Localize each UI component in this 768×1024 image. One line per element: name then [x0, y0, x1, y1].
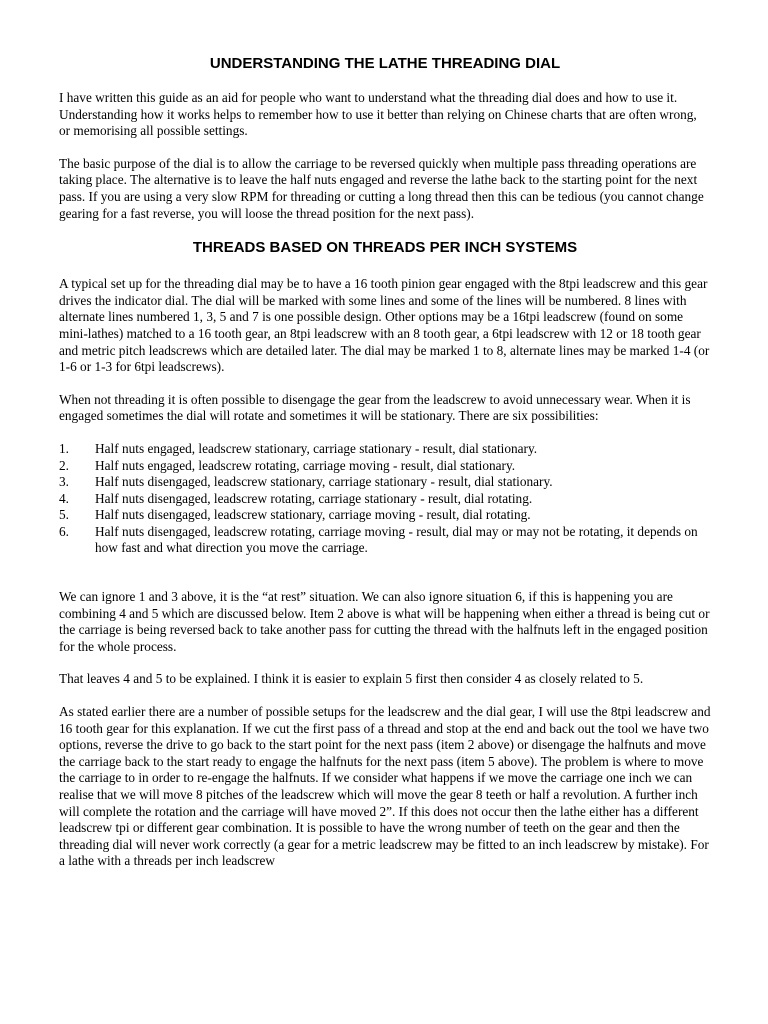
- list-item-text: Half nuts disengaged, leadscrew stationary, carriage moving - result, dial rotating.: [95, 507, 531, 523]
- list-item-text: Half nuts disengaged, leadscrew rotating, carriage stationary - result, dial rotating.: [95, 490, 533, 506]
- list-item: [59, 441, 711, 458]
- list-item-number: 5.: [59, 507, 69, 523]
- list-item: [59, 524, 711, 557]
- intro-paragraph-1: I have written this guide as an aid for people who want to understand what the threading dial does and how to use it. Understanding how it works helps to remember how to use it better than relying on Chinese charts that are often wrong, or memorising all possible settings.: [59, 90, 697, 139]
- list-item-number: 1.: [59, 440, 69, 456]
- closing-paragraph-3: As stated earlier there are a number of possible setups for the leadscrew and the dial gear, I will use the 8tpi leadscrew and 16 tooth gear for this explanation. If we cut the first pass of a thread and stop at the end and back out the tool we have two options, reverse the drive to go back to the start point for the next pass (item 2 above) or disengage the halfnuts and move the carriage back to the start ready to engage the halfnuts for the next pass (item 5 above). The problem is where to move the carriage to in order to re-engage the halfnuts. If we consider what happens if we move the carriage one inch we can realise that we will move 8 pitches of the leadscrew which will move the gear 8 teeth or half a revolution. A further inch will complete the rotation and the carriage will have moved 2”. If this does not occur then the lathe either has a different leadscrew tpi or different gear combination. It is possible to have the wrong number of teeth on the gear and then the threading dial will never work correctly (a gear for a metric leadscrew may be fitted to an inch leadscrew by mistake). For a lathe with a threads per inch leadscrew: [59, 704, 711, 869]
- list-item: [59, 474, 711, 491]
- section-paragraph-1: A typical set up for the threading dial may be to have a 16 tooth pinion gear engaged with the 8tpi leadscrew and this gear drives the indicator dial. The dial will be marked with some lines and some of the lines will be numbered. 8 lines with alternate lines numbered 1, 3, 5 and 7 is one possible design. Other options may be a 16tpi leadscrew (found on some mini-lathes) matched to a 16 tooth gear, an 8tpi leadscrew with an 8 tooth gear, a 6tpi leadscrew with 12 or 18 tooth gear and metric pitch leadscrews which are detailed later. The dial may be marked 1 to 8, alternate lines may be marked 1-4 (or 1-6 or 1-3 for 6tpi leadscrews).: [59, 276, 710, 375]
- intro-paragraph-2: The basic purpose of the dial is to allow the carriage to be reversed quickly when multiple pass threading operations are taking place. The alternative is to leave the half nuts engaged and reverse the lathe back to the starting point for the next pass. If you are using a very slow RPM for threading or cutting a long thread then this can be tedious (you cannot change gearing for a fast reverse, you will loose the thread position for the next pass).: [59, 155, 704, 221]
- list-item: [59, 491, 711, 508]
- list-item: [59, 507, 711, 524]
- closing-paragraph-1: We can ignore 1 and 3 above, it is the “at rest” situation. We can also ignore situation 6, if this is happening you are combining 4 and 5 which are discussed below. Item 2 above is what will be happening when either a thread is being cut or the carriage is being reversed back to take another pass for cutting the thread with the halfnuts left in the engaged position for the whole process.: [59, 589, 710, 654]
- document-title: UNDERSTANDING THE LATHE THREADING DIAL: [209, 55, 561, 72]
- document-page: [59, 54, 711, 886]
- possibilities-list: [59, 441, 711, 557]
- list-item-number: 3.: [59, 474, 69, 490]
- section-heading: THREADS BASED ON THREADS PER INCH SYSTEMS: [192, 239, 578, 257]
- list-item-number: 6.: [59, 523, 69, 539]
- closing-paragraph-2: That leaves 4 and 5 to be explained. I think it is easier to explain 5 first then consider 4 as closely related to 5.: [59, 671, 644, 687]
- list-item-text: Half nuts engaged, leadscrew stationary, carriage stationary - result, dial stationary.: [95, 440, 538, 456]
- list-item-number: 4.: [59, 490, 69, 506]
- list-item-text: Half nuts engaged, leadscrew rotating, carriage moving - result, dial stationary.: [95, 457, 516, 473]
- list-item: [59, 458, 711, 475]
- list-item-text: Half nuts disengaged, leadscrew rotating, carriage moving - result, dial may or may not be rotating, it depends on how fast and what direction you move the carriage.: [95, 523, 698, 556]
- section-paragraph-2: When not threading it is often possible to disengage the gear from the leadscrew to avoid unnecessary wear. When it is engaged sometimes the dial will rotate and sometimes it will be stationary. There are six possibilities:: [59, 391, 691, 424]
- list-item-text: Half nuts disengaged, leadscrew stationary, carriage stationary - result, dial stationary.: [95, 474, 553, 490]
- list-item-number: 2.: [59, 457, 69, 473]
